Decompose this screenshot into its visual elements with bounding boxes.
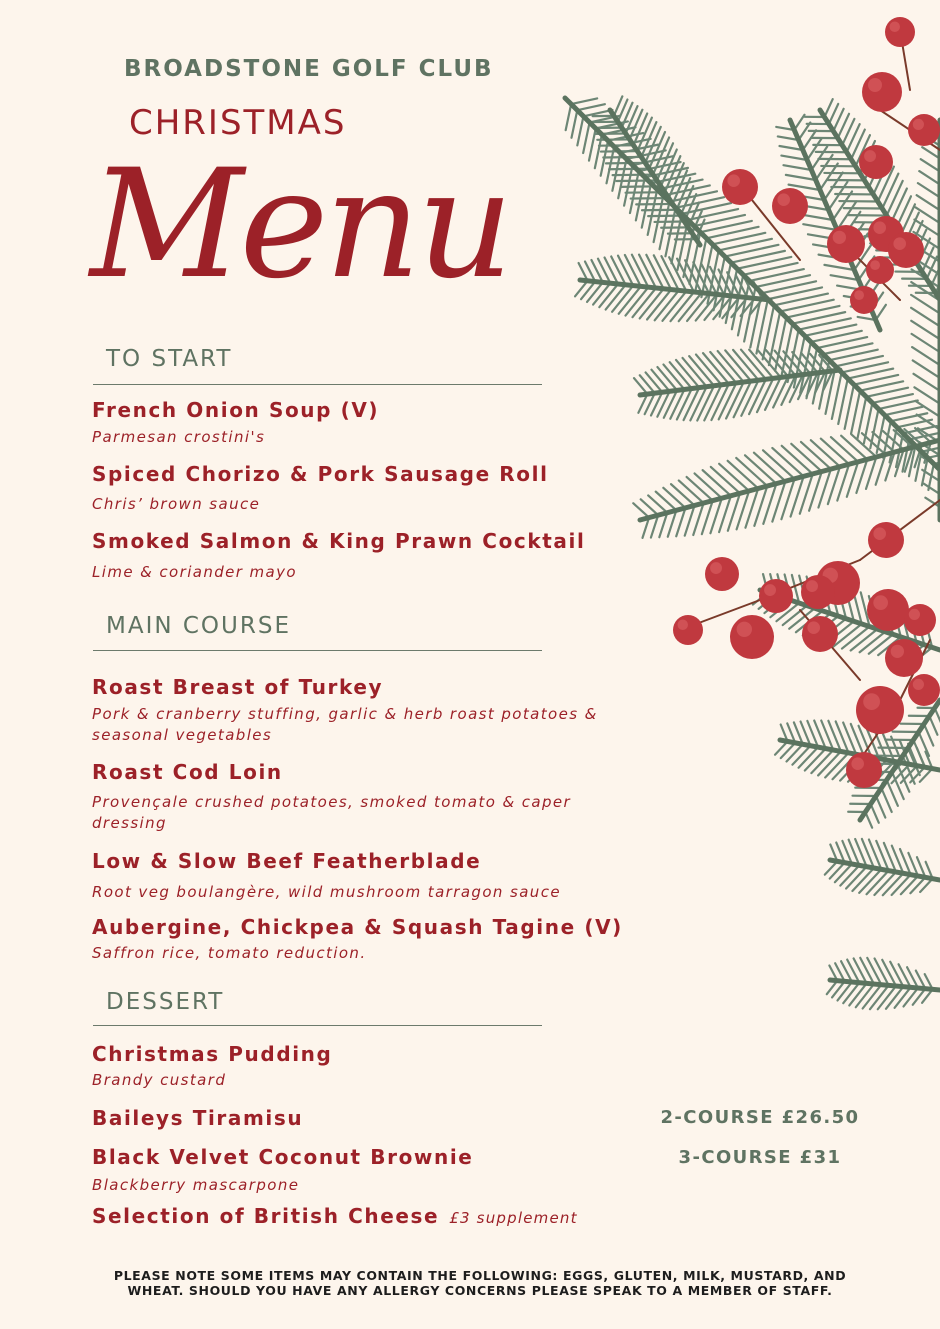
section-divider: [93, 1025, 542, 1026]
dish-description: Saffron rice, tomato reduction.: [92, 944, 367, 962]
berry-highlight: [873, 595, 888, 610]
berry-highlight: [863, 693, 880, 710]
dish-name: Low & Slow Beef Featherblade: [92, 849, 482, 873]
menu-subtitle: CHRISTMAS: [129, 103, 347, 143]
price-three-course: 3-COURSE £31: [678, 1147, 842, 1168]
berry-icon: [850, 286, 878, 314]
dish-name: Baileys Tiramisu: [92, 1106, 304, 1130]
berry-highlight: [864, 150, 876, 162]
berry-icon: [772, 188, 808, 224]
supplement-note: £3 supplement: [449, 1209, 578, 1227]
dish-name: French Onion Soup (V): [92, 398, 380, 422]
dish-description: Parmesan crostini's: [92, 428, 266, 446]
berry-highlight: [727, 174, 740, 187]
berry-highlight: [913, 679, 924, 690]
berry-icon: [885, 17, 915, 47]
berry-highlight: [870, 260, 880, 270]
dish-name: Roast Breast of Turkey: [92, 675, 384, 699]
berry-highlight: [777, 193, 790, 206]
berry-icon: [885, 639, 923, 677]
dish-description: [92, 704, 598, 746]
berry-highlight: [737, 622, 752, 637]
berry-icon: [856, 686, 904, 734]
dish-description: Blackberry mascarpone: [92, 1176, 300, 1194]
allergy-note: [80, 1268, 880, 1298]
dish-name: Selection of British Cheese: [92, 1204, 440, 1228]
berry-icon: [802, 616, 838, 652]
berry-highlight: [710, 562, 722, 574]
berry-icon: [908, 114, 940, 146]
berry-highlight: [890, 22, 901, 33]
berry-highlight: [873, 527, 886, 540]
berry-icon: [859, 145, 893, 179]
price-two-course: 2-COURSE £26.50: [660, 1107, 860, 1128]
dish-name: Smoked Salmon & King Prawn Cocktail: [92, 529, 586, 553]
berry-highlight: [807, 621, 820, 634]
dish-description: Root veg boulangère, wild mushroom tarragon sauce: [92, 883, 561, 901]
dish-description-line: Pork & cranberry stuffing, garlic & herb roast potatoes &: [92, 705, 598, 723]
berry-highlight: [806, 580, 818, 592]
dish-description-line: seasonal vegetables: [92, 726, 273, 744]
berry-icon: [730, 615, 774, 659]
berry-highlight: [833, 231, 846, 244]
dish-name: Christmas Pudding: [92, 1042, 333, 1066]
club-name: BROADSTONE GOLF CLUB: [124, 56, 494, 82]
dish-name: Roast Cod Loin: [92, 760, 283, 784]
berry-icon: [801, 575, 835, 609]
dish-description: Chris’ brown sauce: [92, 495, 261, 513]
berry-icon: [868, 522, 904, 558]
berry-highlight: [678, 620, 689, 631]
berry-icon: [867, 589, 909, 631]
berry-icon: [673, 615, 703, 645]
section-heading-dessert: DESSERT: [106, 989, 225, 1015]
berry-icon: [827, 225, 865, 263]
berry-icon: [722, 169, 758, 205]
berry-highlight: [893, 237, 906, 250]
dish-description-line: dressing: [92, 814, 167, 832]
berry-highlight: [873, 221, 886, 234]
dish-description: Brandy custard: [92, 1071, 227, 1089]
dish-name: Spiced Chorizo & Pork Sausage Roll: [92, 462, 549, 486]
dish-name: Aubergine, Chickpea & Squash Tagine (V): [92, 915, 623, 939]
berry-highlight: [854, 290, 864, 300]
berry-highlight: [909, 609, 920, 620]
berry-highlight: [868, 78, 882, 92]
section-heading-main: MAIN COURSE: [106, 613, 291, 639]
section-divider: [93, 650, 542, 651]
berry-highlight: [764, 584, 776, 596]
berry-icon: [705, 557, 739, 591]
dish-description-line: Provençale crushed potatoes, smoked tomato & caper: [92, 793, 572, 811]
berry-icon: [908, 674, 940, 706]
menu-title: Menu: [90, 138, 510, 312]
berry-icon: [846, 752, 882, 788]
berry-highlight: [913, 119, 924, 130]
dish-description: [92, 792, 571, 834]
dish-name-with-supplement: [92, 1204, 578, 1228]
allergy-note-line: PLEASE NOTE SOME ITEMS MAY CONTAIN THE FOLLOWING: EGGS, GLUTEN, MILK, MUSTARD, AND: [113, 1268, 847, 1283]
berry-highlight: [891, 645, 904, 658]
berry-icon: [862, 72, 902, 112]
section-heading-start: TO START: [106, 346, 233, 372]
allergy-note-line: WHEAT. SHOULD YOU HAVE ANY ALLERGY CONCERNS PLEASE SPEAK TO A MEMBER OF STAFF.: [127, 1283, 833, 1298]
berry-icon: [888, 232, 924, 268]
berry-icon: [759, 579, 793, 613]
berry-icon: [904, 604, 936, 636]
berry-highlight: [851, 757, 864, 770]
dish-name: Black Velvet Coconut Brownie: [92, 1145, 474, 1169]
berry-icon: [866, 256, 894, 284]
dish-description: Lime & coriander mayo: [92, 563, 297, 581]
section-divider: [93, 384, 542, 385]
